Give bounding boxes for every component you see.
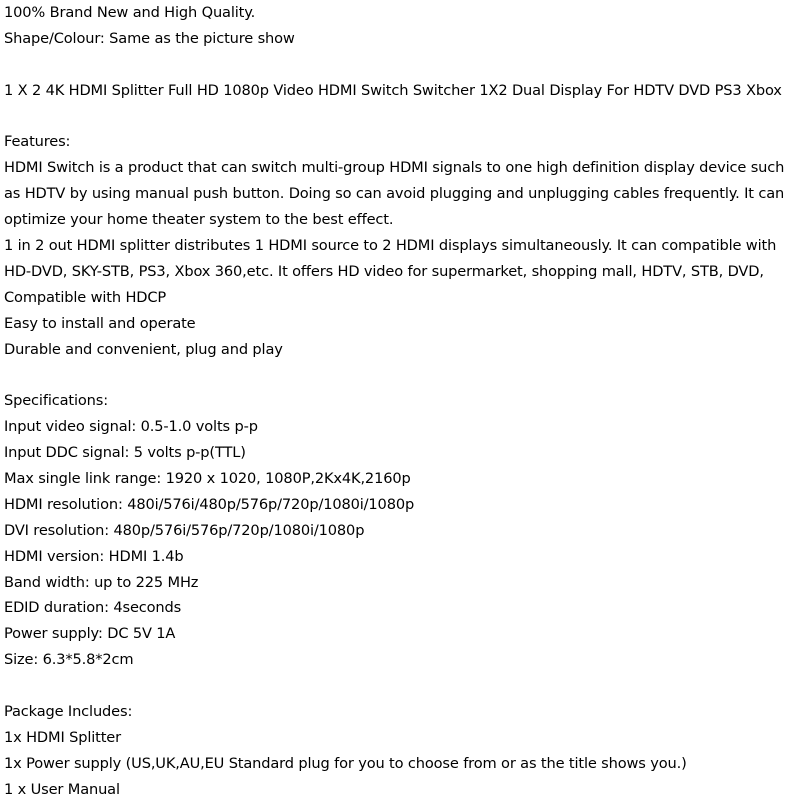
spec-line: HDMI resolution: 480i/576i/480p/576p/720p/1080i/1080p <box>4 495 415 513</box>
spec-line: DVI resolution: 480p/576i/576p/720p/1080i/1080p <box>4 521 365 539</box>
spec-line: Max single link range: 1920 x 1020, 1080P,2Kx4K,2160p <box>4 470 411 488</box>
spacer <box>4 104 798 130</box>
features-line: optimize your home theater system to the best effect. <box>4 211 394 229</box>
spec-line: Input video signal: 0.5-1.0 volts p-p <box>4 418 258 436</box>
features-section <box>4 129 798 362</box>
package-line: 1 x User Manual <box>4 780 120 798</box>
spacer <box>4 362 798 388</box>
features-line: Durable and convenient, plug and play <box>4 340 283 358</box>
features-line: HDMI Switch is a product that can switch multi-group HDMI signals to one high definition display device such <box>4 159 785 177</box>
features-line: Easy to install and operate <box>4 314 196 332</box>
spec-line: Power supply: DC 5V 1A <box>4 625 176 643</box>
intro-shape-colour-line: Shape/Colour: Same as the picture show <box>4 29 295 47</box>
product-title: 1 X 2 4K HDMI Splitter Full HD 1080p Video HDMI Switch Switcher 1X2 Dual Display For HDTV DVD PS3 Xbox <box>4 81 782 99</box>
features-line: 1 in 2 out HDMI splitter distributes 1 HDMI source to 2 HDMI displays simultaneously. It can compatible with <box>4 237 777 255</box>
features-line: as HDTV by using manual push button. Doing so can avoid plugging and unplugging cables frequently. It can <box>4 185 785 203</box>
spec-line: Size: 6.3*5.8*2cm <box>4 651 134 669</box>
package-section <box>4 699 798 803</box>
specifications-heading: Specifications: <box>4 392 108 410</box>
spec-line: Band width: up to 225 MHz <box>4 573 199 591</box>
features-line: HD-DVD, SKY-STB, PS3, Xbox 360,etc. It offers HD video for supermarket, shopping mall, HDTV, STB, DVD, <box>4 262 764 280</box>
package-line: 1x Power supply (US,UK,AU,EU Standard plug for you to choose from or as the title shows you.) <box>4 754 687 772</box>
spacer <box>4 52 798 78</box>
package-heading: Package Includes: <box>4 703 133 721</box>
spacer <box>4 673 798 699</box>
product-description <box>4 0 798 803</box>
features-line: Compatible with HDCP <box>4 288 167 306</box>
features-heading: Features: <box>4 133 71 151</box>
spec-line: EDID duration: 4seconds <box>4 599 182 617</box>
intro-quality-line: 100% Brand New and High Quality. <box>4 4 256 21</box>
spec-line: HDMI version: HDMI 1.4b <box>4 547 184 565</box>
package-line: 1x HDMI Splitter <box>4 728 121 746</box>
spec-line: Input DDC signal: 5 volts p-p(TTL) <box>4 444 246 462</box>
specifications-section <box>4 388 798 673</box>
